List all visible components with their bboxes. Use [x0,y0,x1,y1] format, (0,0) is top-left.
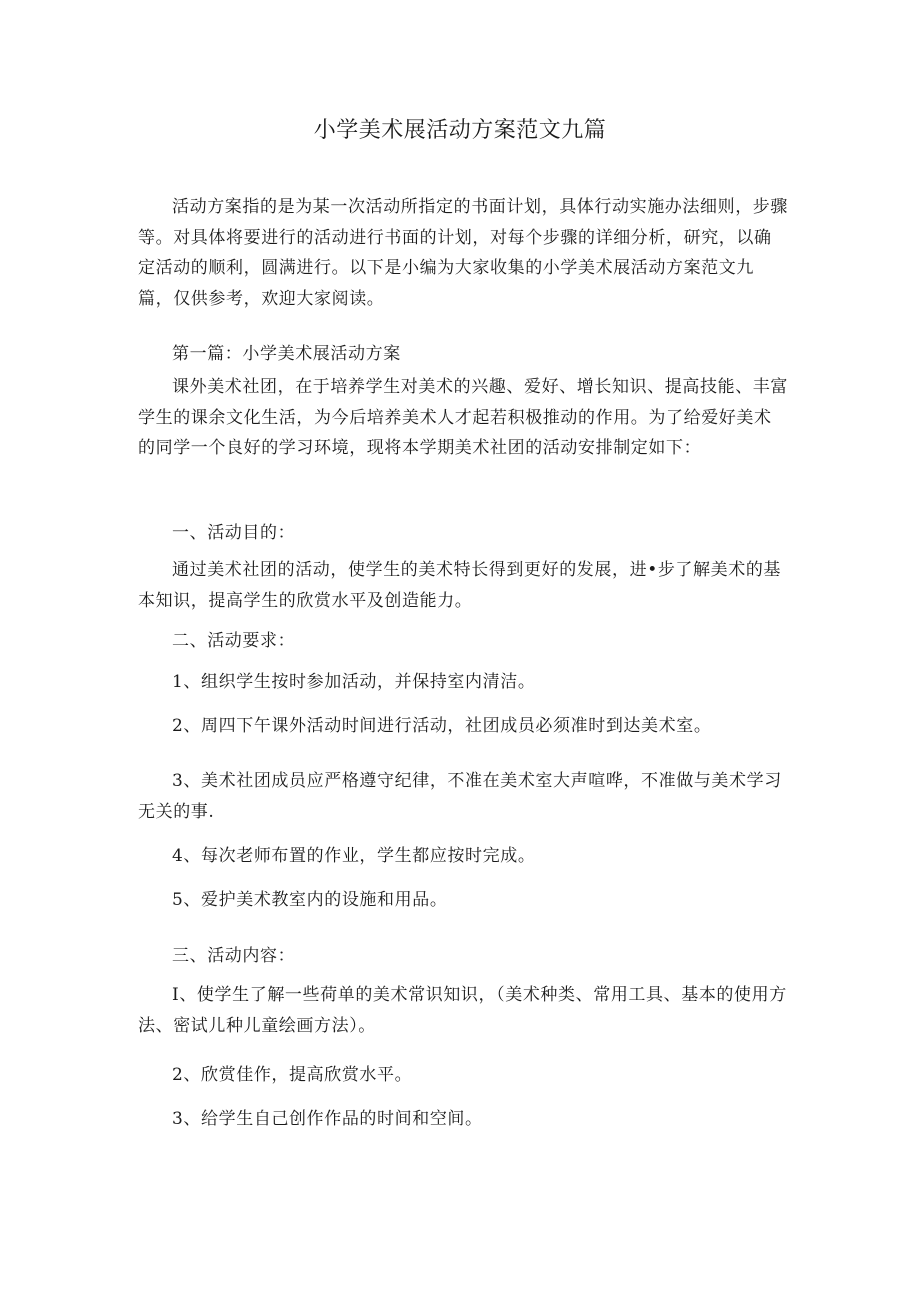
intro-paragraph: 活动方案指的是为某一次活动所指定的书面计划，具体行动实施办法细则，步骤等。对具体将要进行的活动进行书面的计划，对每个步骤的详细分析，研究，以确定活动的顺利，圆满进行。以下是小编为大家收集的小学美术展活动方案范文九篇，仅供参考，欢迎大家阅读。 [138,197,788,309]
content-heading: 三、活动内容： [172,946,296,966]
goal-paragraph: 通过美术社团的活动，使学生的美术特长得到更好的发展，进•步了解美术的基本知识，提高学生的欣赏水平及创造能力。 [138,560,782,611]
requirement-item: 1、组织学生按时参加活动，并保持室内清洁。 [172,672,536,692]
goal-heading: 一、活动目的： [172,523,296,543]
content-item: 3、给学生自己创作作品的时间和空间。 [172,1109,483,1129]
requirement-item: 4、每次老师布置的作业，学生都应按时完成。 [172,846,536,866]
requirement-item: 5、爱护美术教室内的设施和用品。 [172,890,448,910]
requirement-item: 3、美术社团成员应严格遵守纪律，不准在美术室大声喧哗，不准做与美术学习无关的事. [138,771,782,822]
content-item: I、使学生了解一些荷单的美术常识知识，（美术种类、常用工具、基本的使用方法、密试儿种儿童绘画方法）。 [138,985,787,1036]
document-title: 小学美术展活动方案范文九篇 [313,118,607,143]
club-intro-paragraph: 课外美术社团，在于培养学生对美术的兴趣、爱好、增长知识、提高技能、丰富学生的课余文化生活，为今后培养美术人才起若积极推动的作用。为了给爱好美术的同学一个良好的学习环境，现将本学期美术社团的活动安排制定如下： [138,377,788,458]
requirements-heading: 二、活动要求： [172,631,296,651]
content-item: 2、欣赏佳作，提高欣赏水平。 [172,1065,413,1085]
requirement-item: 2、周四下午课外活动时间进行活动，社团成员必须准时到达美术室。 [172,716,712,736]
section-heading: 第一篇：小学美术展活动方案 [172,344,401,364]
